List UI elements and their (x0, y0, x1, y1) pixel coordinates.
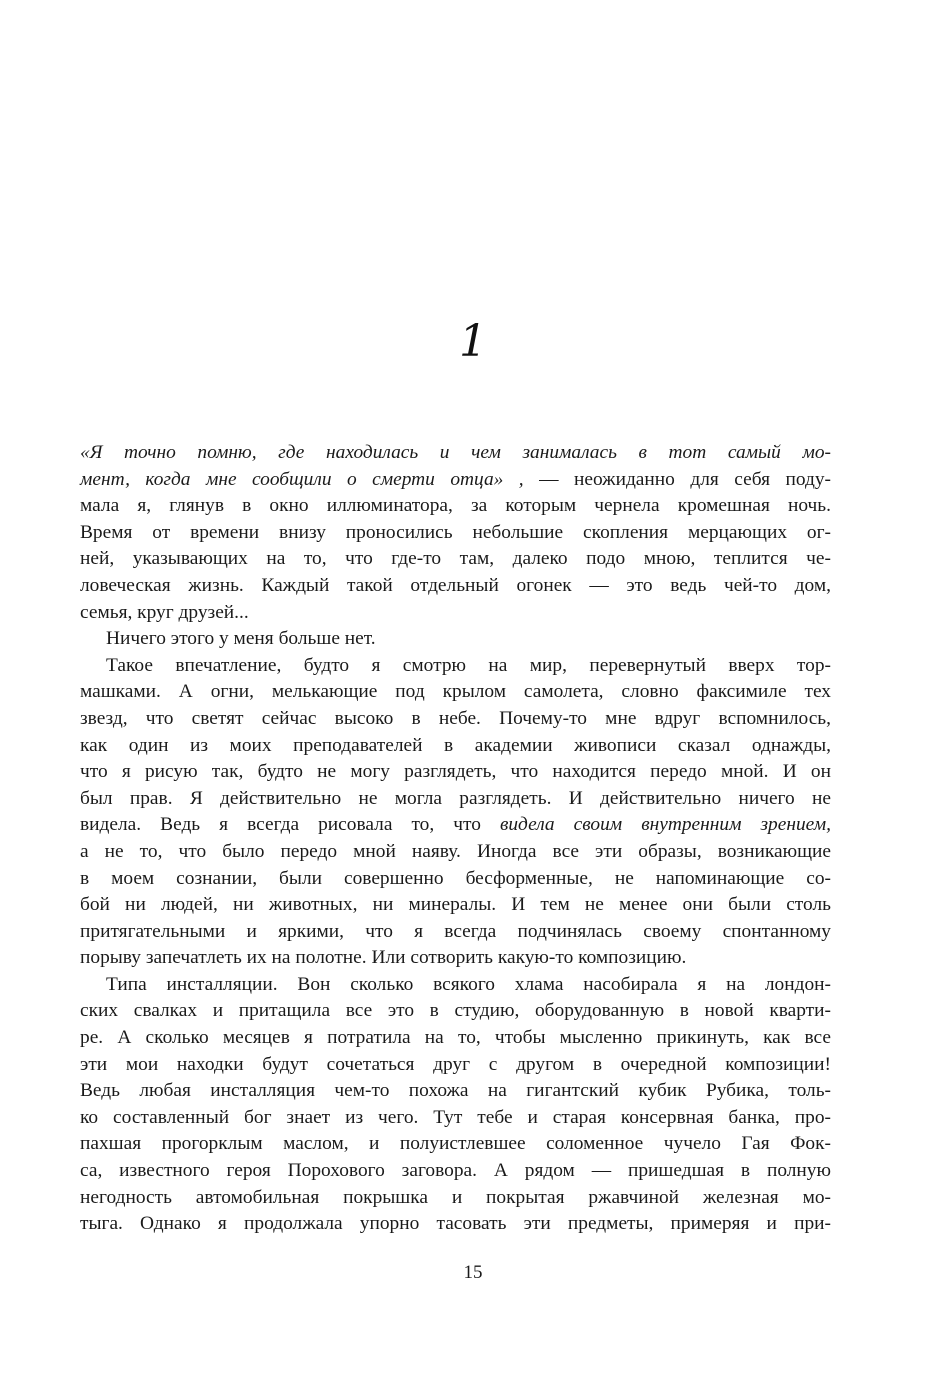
text-run: как один из моих преподавателей в академии живописи сказал однажды, (80, 734, 831, 756)
text-line (80, 467, 831, 494)
text-run: был прав. Я действительно не могла разглядеть. И действительно ничего не (80, 787, 831, 809)
text-line (80, 1158, 831, 1185)
text-line (80, 839, 831, 866)
italic-text-run: мент, когда мне сообщили о смерти отца» , (80, 468, 524, 490)
text-run: в моем сознании, были совершенно бесформенные, не напоминающие со- (80, 867, 831, 889)
chapter-number: 1 (459, 316, 487, 367)
text-run: Время от времени внизу проносились небольшие скопления мерцающих ог- (80, 521, 831, 543)
text-run: эти мои находки будут сочетаться друг с другом в очередной композиции! (80, 1053, 831, 1075)
text-run: тыга. Однако я продолжала упорно тасовать эти предметы, примеряя и при- (80, 1213, 831, 1235)
text-line (80, 493, 831, 520)
text-line (80, 972, 831, 999)
text-line (80, 733, 831, 760)
text-line (80, 706, 831, 733)
text-line (80, 520, 831, 547)
text-line (80, 626, 831, 653)
text-run: что я рисую так, будто не могу разглядеть, что находится передо мной. И он (80, 761, 831, 783)
text-run: ловеческая жизнь. Каждый такой отдельный огонек — это ведь чей-то дом, (80, 574, 831, 596)
text-line (80, 1105, 831, 1132)
text-run: а не то, что было передо мной наяву. Иногда все эти образы, возникающие (80, 840, 831, 862)
text-run: звезд, что светят сейчас высоко в небе. Почему-то мне вдруг вспомнилось, (80, 707, 831, 729)
text-line (80, 653, 831, 680)
body-text (80, 440, 831, 1238)
text-run: семья, круг друзей... (80, 601, 249, 623)
text-line (80, 1185, 831, 1212)
text-run: ре. А сколько месяцев я потратила на то, чтобы мысленно прикинуть, как все (80, 1027, 831, 1049)
text-line (80, 919, 831, 946)
text-line (80, 1052, 831, 1079)
text-run: негодность автомобильная покрышка и покрытая ржавчиной железная мо- (80, 1186, 831, 1208)
text-line (80, 1211, 831, 1238)
text-run: ко составленный бог знает из чего. Тут тебе и старая консервная банка, про- (80, 1106, 831, 1128)
text-line (80, 812, 831, 839)
text-line (80, 866, 831, 893)
text-line (80, 573, 831, 600)
text-line (80, 1025, 831, 1052)
text-run: бой ни людей, ни животных, ни минералы. И тем не менее они были столь (80, 894, 831, 916)
text-line (80, 1131, 831, 1158)
text-run: Ведь любая инсталляция чем-то похожа на гигантский кубик Рубика, толь- (80, 1080, 831, 1102)
text-run: Такое впечатление, будто я смотрю на мир, перевернутый вверх тор- (106, 654, 831, 676)
text-line (80, 440, 831, 467)
text-run: порыву запечатлеть их на полотне. Или сотворить какую-то композицию. (80, 947, 687, 969)
text-run: ских свалках и притащила все это в студию, оборудованную в новой кварти- (80, 1000, 831, 1022)
text-run: Типа инсталляции. Вон сколько всякого хлама насобирала я на лондон- (106, 973, 831, 995)
text-line (80, 998, 831, 1025)
text-run: са, известного героя Порохового заговора. А рядом — пришедшая в полную (80, 1160, 831, 1182)
text-run: — неожиданно для себя поду- (523, 468, 831, 490)
text-line (80, 945, 831, 972)
text-line (80, 679, 831, 706)
text-line (80, 892, 831, 919)
italic-text-run: «Я точно помню, где находилась и чем занималась в тот самый мо- (80, 442, 831, 463)
text-line (80, 546, 831, 573)
text-line (80, 1078, 831, 1105)
text-run: видела. Ведь я всегда рисовала то, что (80, 814, 500, 836)
text-line (80, 759, 831, 786)
text-run: притягательными и яркими, что я всегда подчинялась своему спонтанному (80, 920, 831, 942)
text-line (80, 786, 831, 813)
text-run: машками. А огни, мелькающие под крылом самолета, словно факсимиле тех (80, 681, 831, 703)
text-line (80, 600, 831, 627)
text-run: Ничего этого у меня больше нет. (106, 628, 376, 650)
text-run: мала я, глянув в окно иллюминатора, за которым чернела кромешная ночь. (80, 495, 831, 517)
page-number: 15 (463, 1262, 483, 1283)
text-run: пахшая прогорклым маслом, и полуистлевшее соломенное чучело Гая Фок- (80, 1133, 831, 1155)
italic-text-run: видела своим внутренним зрением, (499, 814, 831, 836)
text-run: ней, указывающих на то, что где-то там, далеко подо мною, теплится че- (80, 548, 831, 570)
